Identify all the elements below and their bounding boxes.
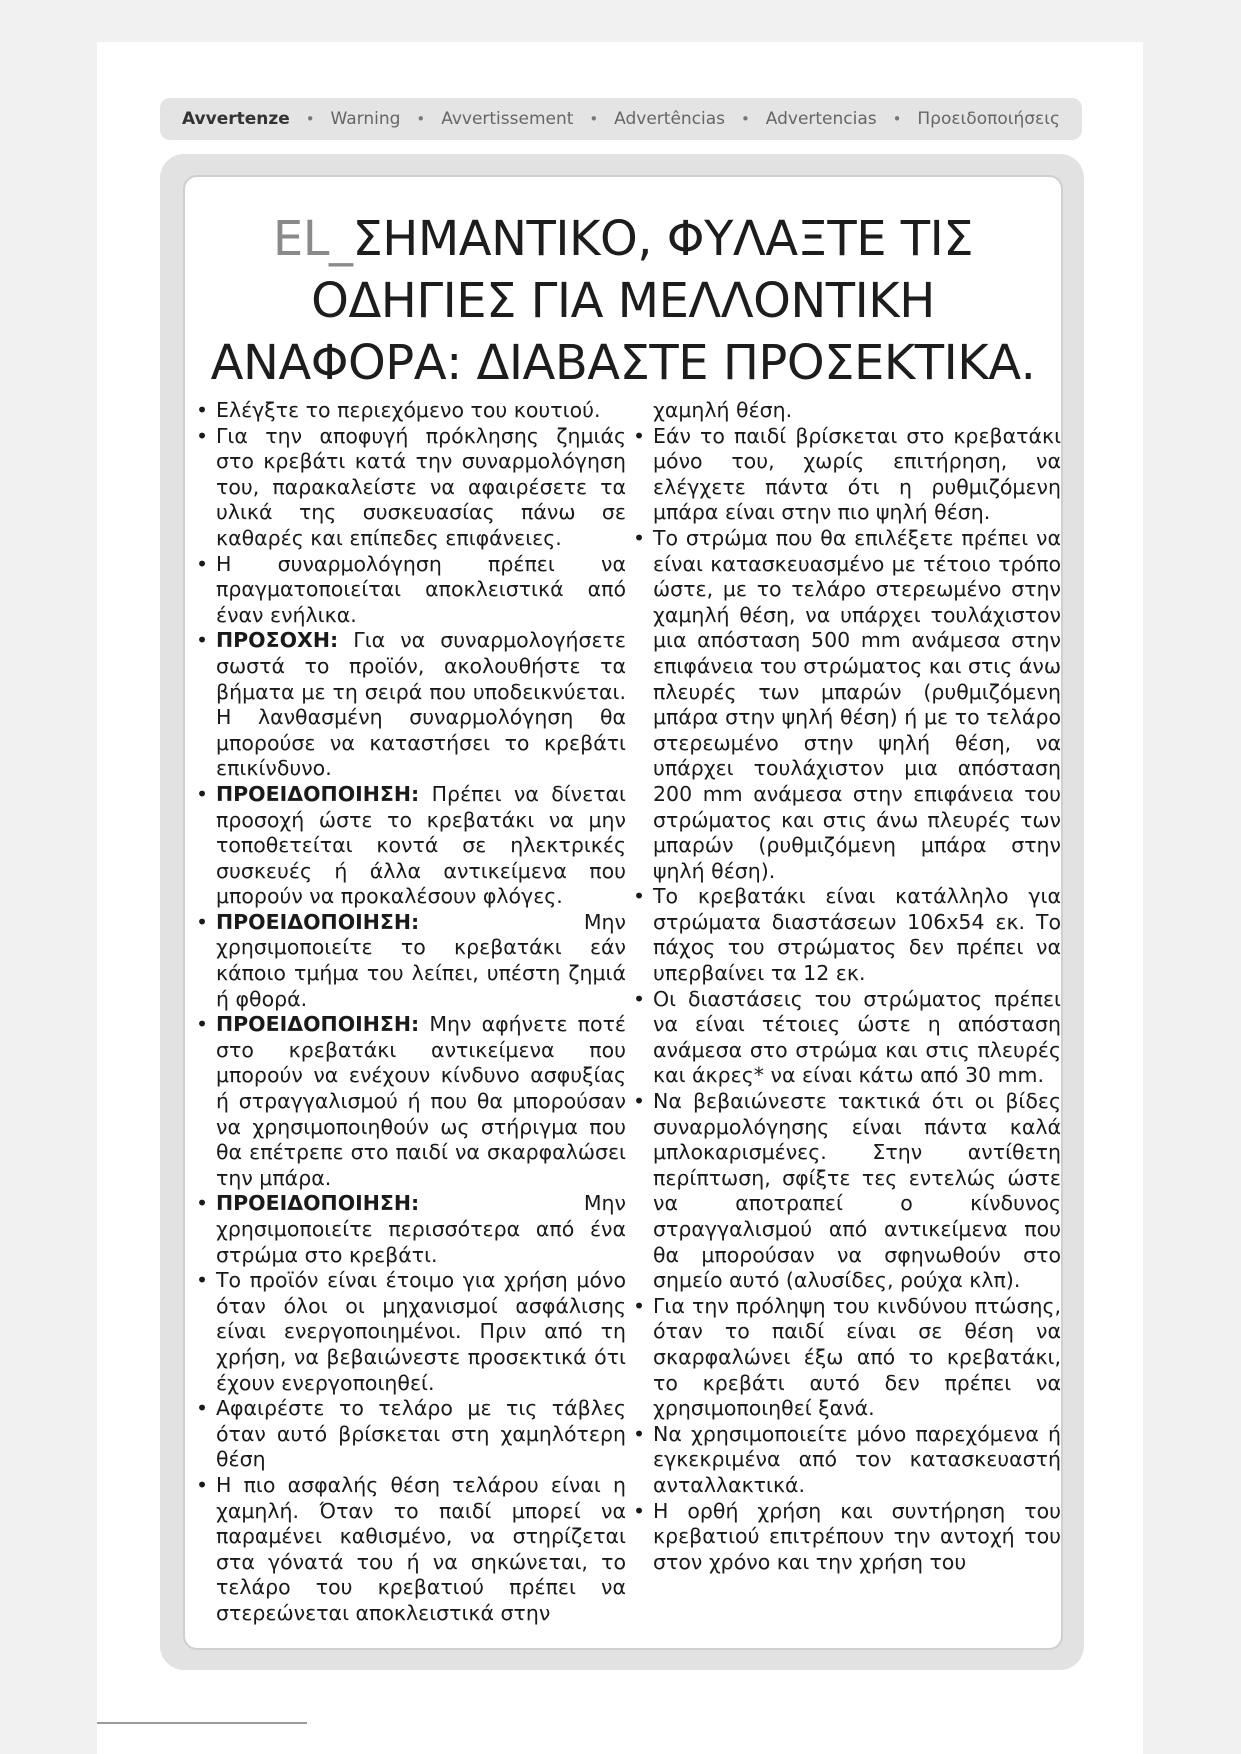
right-column — [633, 398, 1061, 1575]
warning-text: Το κρεβατάκι είναι κατάλληλο για στρώματα διαστάσεων 106x54 εκ. Το πάχος του στρώματος δεν πρέπει να υπερβαίνει τα 12 εκ. — [653, 884, 1061, 986]
warning-item — [633, 1089, 1061, 1294]
bullet-icon: • — [196, 398, 209, 422]
warning-item — [196, 782, 626, 910]
bullet-icon: • — [196, 909, 209, 934]
bullet-icon: • — [633, 1498, 646, 1523]
title-line-2: ΟΔΗΓΙΕΣ ΓΙΑ ΜΕΛΛΟΝΤΙΚΗ — [311, 273, 935, 329]
bullet-icon: • — [196, 423, 209, 448]
warning-item — [196, 628, 626, 782]
tab-advertencias-es[interactable]: Advertencias — [765, 109, 877, 129]
warning-item — [196, 398, 626, 424]
bullet-icon: • — [196, 1472, 209, 1497]
tab-warning[interactable]: Warning — [330, 109, 401, 129]
bullet-icon: • — [196, 1396, 209, 1421]
warning-label: ΠΡΟΣΟΧΗ: — [216, 628, 339, 653]
warning-item — [633, 1422, 1061, 1499]
tab-advertencias-pt[interactable]: Advertências — [614, 109, 726, 129]
bullet-icon: • — [196, 1191, 209, 1216]
bullet-icon: • — [633, 525, 646, 550]
warning-item — [196, 552, 626, 629]
separator-dot: • — [892, 110, 902, 128]
bullet-icon: • — [196, 1268, 209, 1293]
title-line-3: ΑΝΑΦΟΡΑ: ΔΙΑΒΑΣΤΕ ΠΡΟΣΕΚΤΙΚΑ. — [210, 335, 1036, 391]
warning-text: Για την πρόληψη του κινδύνου πτώσης, όταν το παιδί είναι σε θέση να σκαρφαλώνει έξω από το κρεβατάκι, το κρεβάτι αυτό δεν πρέπει να χρησιμοποιηθεί ξανά. — [653, 1293, 1061, 1421]
warning-text: Η πιο ασφαλής θέση τελάρου είναι η χαμηλή. Όταν το παιδί μπορεί να παραμένει καθισμένο, να στηρίζεται στα γόνατά του ή να σηκώνεται, το τελάρο του κρεβατιού πρέπει να στερεώνεται αποκλειστικά στην — [216, 1472, 626, 1625]
page-title — [185, 208, 1061, 394]
warning-text: Το στρώμα που θα επιλέξετε πρέπει να είναι κατασκευασμένο με τέτοιο τρόπο ώστε, με το τελάρο στερεωμένο στην χαμηλή θέση, να υπάρχει τουλάχιστον μια απόσταση 500 mm ανάμεσα στην επιφάνεια του στρώματος και στις άνω πλευρές των μπαρών (ρυθμιζόμενη μπάρα στην ψηλή θέση) ή με το τελάρο στερεωμένο στην ψηλή θέση, να υπάρχει τουλάχιστον μια απόσταση 200 mm ανάμεσα στην επιφάνεια του στρώματος και στις άνω πλευρές των μπαρών (ρυθμιζόμενη μπάρα στην ψηλή θέση). — [653, 525, 1061, 883]
warning-text: Η ορθή χρήση και συντήρηση του κρεβατιού επιτρέπουν την αντοχή του στον χρόνο και την χρήση του — [653, 1498, 1061, 1574]
warning-text: Οι διαστάσεις του στρώματος πρέπει να είναι τέτοιες ώστε η απόσταση ανάμεσα στο στρώμα και στις πλευρές και άκρες* να είναι κάτω από 30 mm. — [653, 986, 1061, 1088]
warning-text: Αφαιρέστε το τελάρο με τις τάβλες όταν αυτό βρίσκεται στη χαμηλότερη θέση — [216, 1396, 626, 1472]
warning-text: Για την αποφυγή πρόκλησης ζημιάς στο κρεβάτι κατά την συναρμολόγηση του, παρακαλείστε να αφαιρέσετε τα υλικά της συσκευασίας πάνω σε καθαρές και επίπεδες επιφάνειες. — [216, 423, 626, 550]
warning-text: Μην χρησιμοποιείτε το κρεβατάκι εάν κάποιο τμήμα του λείπει, υπέστη ζημιά ή φθορά. — [216, 909, 626, 1011]
bullet-icon: • — [196, 1012, 209, 1037]
warning-label: ΠΡΟΕΙΔΟΠΟΙΗΣΗ: — [216, 909, 420, 934]
bullet-icon: • — [196, 551, 209, 576]
bullet-icon: • — [633, 1293, 646, 1318]
warning-text: Εάν το παιδί βρίσκεται στο κρεβατάκι μόνο του, χωρίς επιτήρηση, να ελέγχετε πάντα ότι η ρυθμιζόμενη μπάρα είναι στην πιο ψηλή θέση. — [653, 423, 1061, 525]
tab-proeidopoiiseis[interactable]: Προειδοποιήσεις — [917, 109, 1060, 129]
warning-label: ΠΡΟΕΙΔΟΠΟΙΗΣΗ: — [216, 781, 420, 806]
separator-dot: • — [416, 110, 426, 128]
warning-item — [633, 1499, 1061, 1576]
warning-item — [196, 1012, 626, 1191]
warning-text: Μην χρησιμοποιείτε περισσότερα από ένα στρώμα στο κρεβάτι. — [216, 1191, 626, 1267]
bullet-icon: • — [196, 781, 209, 806]
footer-rule — [97, 1722, 307, 1724]
bullet-icon: • — [196, 628, 209, 653]
bullet-icon: • — [633, 986, 646, 1011]
left-column — [196, 398, 626, 1627]
tab-avvertissement[interactable]: Avvertissement — [441, 109, 574, 129]
bullet-icon: • — [633, 423, 646, 448]
warning-label: ΠΡΟΕΙΔΟΠΟΙΗΣΗ: — [216, 1012, 420, 1037]
warning-text: Να βεβαιώνεστε τακτικά ότι οι βίδες συναρμολόγησης είναι πάντα καλά μπλοκαρισμένες. Στην αντίθετη περίπτωση, σφίξτε τες εντελώς ώστε να αποτραπεί ο κίνδυνος στραγγαλισμού από αντικείμενα που θα μπορούσαν να σφηνωθούν στο σημείο αυτό (αλυσίδες, ρούχα κλπ). — [653, 1089, 1061, 1293]
warning-item — [633, 526, 1061, 884]
warning-text: Να χρησιμοποιείτε μόνο παρεχόμενα ή εγκεκριμένα από τον κατασκευαστή ανταλλακτικά. — [653, 1421, 1061, 1497]
warning-label: ΠΡΟΕΙΔΟΠΟΙΗΣΗ: — [216, 1191, 420, 1216]
warning-item — [196, 424, 626, 552]
warning-text: Για να συναρμολογήσετε σωστά το προϊόν, ακολουθήστε τα βήματα με τη σειρά που υποδεικνύεται. Η λανθασμένη συναρμολόγηση θα μπορούσε να καταστήσει το κρεβάτι επικίνδυνο. — [216, 628, 626, 781]
warning-item — [196, 1473, 626, 1627]
warning-item — [633, 987, 1061, 1089]
bullet-icon: • — [633, 1421, 646, 1446]
separator-dot: • — [589, 110, 599, 128]
bullet-icon: • — [633, 1089, 646, 1114]
warning-text: Η συναρμολόγηση πρέπει να πραγματοποιείται αποκλειστικά από έναν ενήλικα. — [216, 551, 626, 627]
bullet-icon: • — [633, 884, 646, 909]
warning-item — [196, 1191, 626, 1268]
title-line-1: EL_ΣΗΜΑΝΤΙΚΟ, ΦΥΛΑΞΤΕ ΤΙΣ — [272, 211, 974, 267]
tab-avvertenze[interactable]: Avvertenze — [182, 109, 290, 129]
warning-text: Ελέγξτε το περιεχόμενο του κουτιού. — [216, 398, 601, 422]
warning-item — [633, 884, 1061, 986]
warning-item — [196, 1268, 626, 1396]
language-tab-bar — [160, 98, 1082, 140]
warning-text: Μην αφήνετε ποτέ στο κρεβατάκι αντικείμενα που μπορούν να ενέχουν κίνδυνο ασφυξίας ή στραγγαλισμού ή που θα μπορούσαν να χρησιμοποιηθούν ως στήριγμα που θα επέτρεπε στο παιδί να σκαρφαλώσει την μπάρα. — [216, 1012, 626, 1190]
warning-item — [633, 424, 1061, 526]
title-prefix: EL_ — [272, 211, 353, 267]
separator-dot: • — [740, 110, 750, 128]
separator-dot: • — [305, 110, 315, 128]
warning-item — [196, 1396, 626, 1473]
warning-item — [633, 1294, 1061, 1422]
warning-text: Το προϊόν είναι έτοιμο για χρήση μόνο όταν όλοι οι μηχανισμοί ασφάλισης είναι ενεργοποιημένοι. Πριν από τη χρήση, να βεβαιώνεστε προσεκτικά ότι έχουν ενεργοποιηθεί. — [216, 1268, 626, 1395]
continued-text: χαμηλή θέση. — [653, 398, 793, 422]
warning-text: Πρέπει να δίνεται προσοχή ώστε το κρεβατάκι να μην τοποθετείται κοντά σε ηλεκτρικές συσκευές ή άλλα αντικείμενα που μπορούν να προκαλέσουν φλόγες. — [216, 781, 626, 909]
warning-item — [196, 910, 626, 1012]
